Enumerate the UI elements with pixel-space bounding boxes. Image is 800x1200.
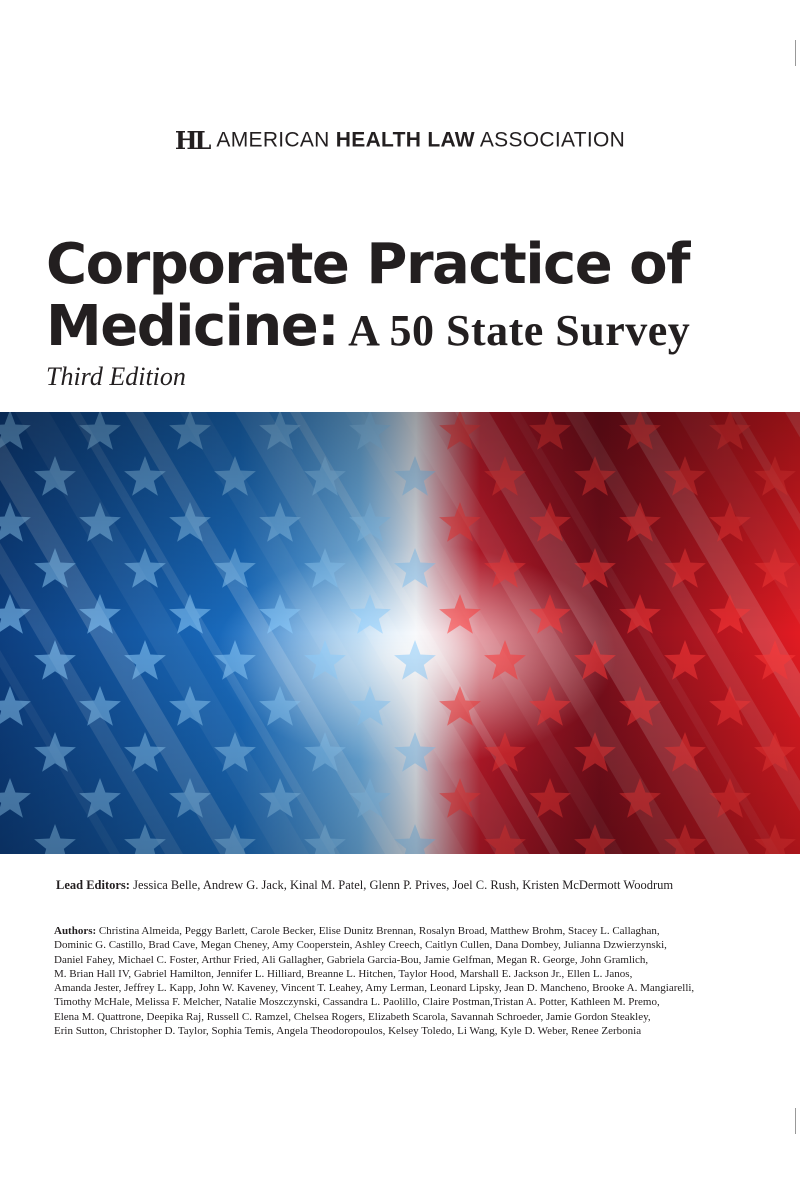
lead-editors-names: Jessica Belle, Andrew G. Jack, Kinal M. Patel, Glenn P. Prives, Joel C. Rush, Kristen McDermott Woodrum [133, 878, 674, 892]
org-name-prefix: AMERICAN [216, 128, 336, 152]
organization-logo: HL [174, 126, 209, 155]
trim-mark [795, 1108, 796, 1134]
title-line-2 [46, 294, 690, 359]
lead-editors [56, 878, 776, 893]
authors-line: Christina Almeida, Peggy Barlett, Carole Becker, Elise Dunitz Brennan, Rosalyn Broad, Matthew Brohm, Stacey L. Callaghan, [98, 925, 660, 937]
organization-name [216, 129, 625, 152]
title-main: Medicine: [46, 294, 339, 359]
edition-label: Third Edition [46, 362, 186, 391]
flag-stars-banner [0, 412, 800, 854]
authors-line: Timothy McHale, Melissa F. Melcher, Natalie Moszczynski, Cassandra L. Paolillo, Claire Postman,Tristan A. Potter, Kathleen M. Premo, [54, 996, 660, 1009]
title-line-1: Corporate Practice of [46, 232, 690, 297]
flag-stars-image [0, 412, 800, 854]
title-subtitle: A 50 State Survey [348, 306, 691, 355]
authors-line: Erin Sutton, Christopher D. Taylor, Sophia Temis, Angela Theodoropoulos, Kelsey Toledo, Li Wang, Kyle D. Weber, Renee Zerbonia [54, 1025, 642, 1038]
authors-label: Authors: [54, 925, 97, 937]
authors-line: M. Brian Hall IV, Gabriel Hamilton, Jennifer L. Hilliard, Breanne L. Hitchen, Taylor Hood, Marshall E. Jackson Jr., Ellen L. Janos, [54, 967, 633, 980]
authors-line: Elena M. Quattrone, Deepika Raj, Russell C. Ramzel, Chelsea Rogers, Elizabeth Scarola, Savannah Schroeder, Jamie Gordon Steakley, [54, 1010, 651, 1023]
authors-block [54, 924, 754, 1038]
organization-header [0, 126, 800, 155]
lead-editors-label: Lead Editors: [56, 878, 130, 892]
authors-line: Dominic G. Castillo, Brad Cave, Megan Cheney, Amy Cooperstein, Ashley Creech, Caitlyn Cullen, Dana Dombey, Julianna Dzwierzynski, [54, 939, 667, 952]
trim-mark [795, 40, 796, 66]
authors-line: Amanda Jester, Jeffrey L. Kapp, John W. Kaveney, Vincent T. Leahey, Amy Lerman, Leonard Lipsky, Jean D. Mancheno, Brooke A. Mangiarelli, [54, 982, 695, 995]
authors-line: Daniel Fahey, Michael C. Foster, Arthur Fried, Ali Gallagher, Gabriela Garcia-Bou, Jamie Gelfman, Megan R. George, John Gramlich, [54, 953, 649, 966]
org-name-suffix: ASSOCIATION [474, 128, 626, 152]
org-name-bold: HEALTH LAW [335, 128, 475, 152]
